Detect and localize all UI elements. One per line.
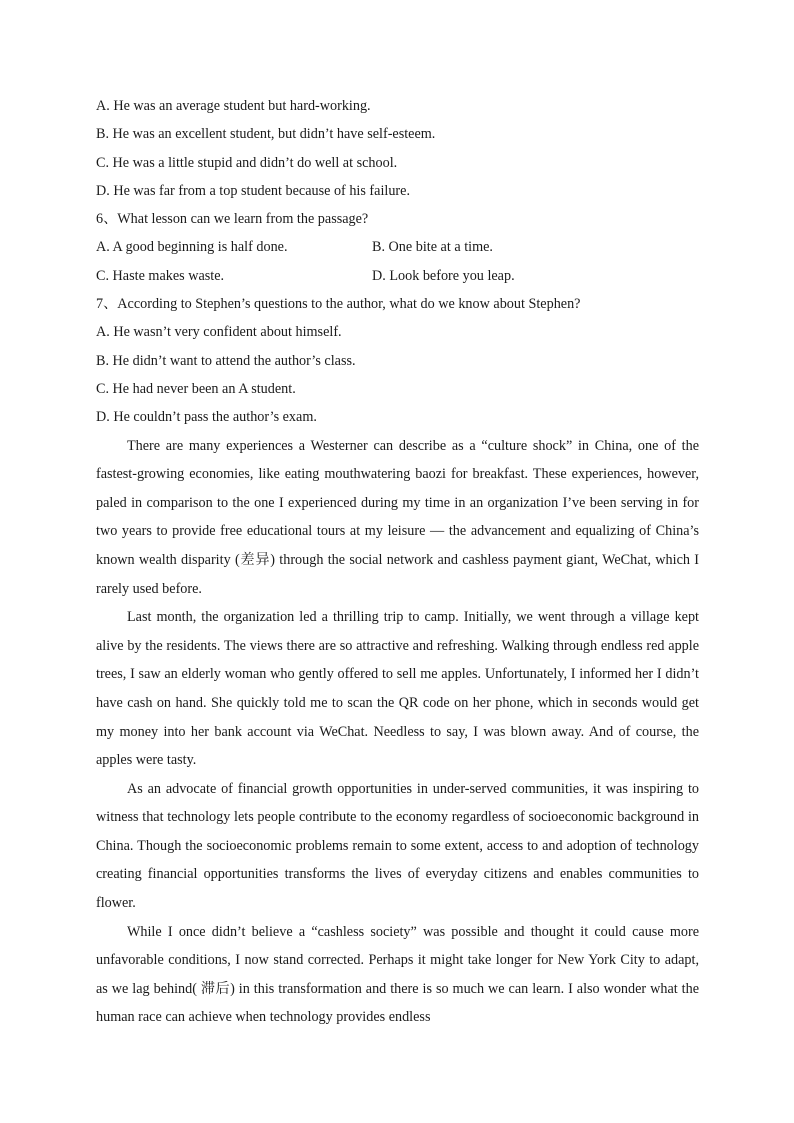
q7-question: 7、According to Stephen’s questions to the author, what do we know about Stephen?	[96, 296, 581, 313]
q6-option-d: D. Look before you leap.	[372, 267, 515, 284]
q6-option-b: B. One bite at a time.	[372, 239, 493, 256]
q6-option-row	[96, 233, 699, 261]
q7-option-b: B. He didn’t want to attend the author’s class.	[96, 352, 356, 369]
q6-option-row	[96, 262, 699, 290]
q6-question: 6、What lesson can we learn from the passage?	[96, 211, 369, 228]
q7-option-d: D. He couldn’t pass the author’s exam.	[96, 409, 317, 426]
q5-option-a: A. He was an average student but hard-working.	[96, 98, 371, 114]
q6-option-a: A. A good beginning is half done.	[96, 239, 288, 256]
q7-option-c: C. He had never been an A student.	[96, 380, 296, 397]
passage-paragraph: Last month, the organization led a thrilling trip to camp. Initially, we went through a village kept alive by the residents. The views there are so attractive and refreshing. Walking through endless red apple trees, I saw an elderly woman who gently offered to sell me apples. Unfortunately, I informed her I didn’t have cash on hand. She quickly told me to scan the QR code on her phone, which in seconds would get my money into her bank account via WeChat. Needless to say, I was blown away. And of course, the apples were tasty.	[96, 609, 699, 769]
q6-option-c: C. Haste makes waste.	[96, 267, 225, 284]
q5-option-d: D. He was far from a top student because of his failure.	[96, 182, 410, 199]
passage-paragraph: There are many experiences a Westerner can describe as a “culture shock” in China, one of the fastest-growing economies, like eating mouthwatering baozi for breakfast. These experiences, however, paled in comparison to the one I experienced during my time in an organization I’ve been serving in for two years to provide free educational tours at my leisure — the advancement and equalizing of China’s known wealth disparity (差异) through the social network and cashless payment giant, WeChat, which I rarely used before.	[96, 437, 699, 597]
document-page	[96, 92, 699, 1032]
passage-paragraph: While I once didn’t believe a “cashless society” was possible and thought it could cause more unfavorable conditions, I now stand corrected. Perhaps it might take longer for New York City to adapt, as we lag behind( 滞后) in this transformation and there is so much we can learn. I also wonder what the human race can achieve when technology provides endless	[96, 923, 699, 1026]
q5-option-b: B. He was an excellent student, but didn’t have self-esteem.	[96, 126, 436, 143]
q7-option-a: A. He wasn’t very confident about himself.	[96, 324, 342, 341]
q5-option-c: C. He was a little stupid and didn’t do well at school.	[96, 154, 398, 171]
passage-paragraph: As an advocate of financial growth opportunities in under-served communities, it was inspiring to witness that technology lets people contribute to the economy regardless of socioeconomic background in China. Though the socioeconomic problems remain to some extent, access to and adoption of technology creating financial opportunities transforms the lives of everyday citizens and enables communities to flower.	[96, 780, 699, 912]
